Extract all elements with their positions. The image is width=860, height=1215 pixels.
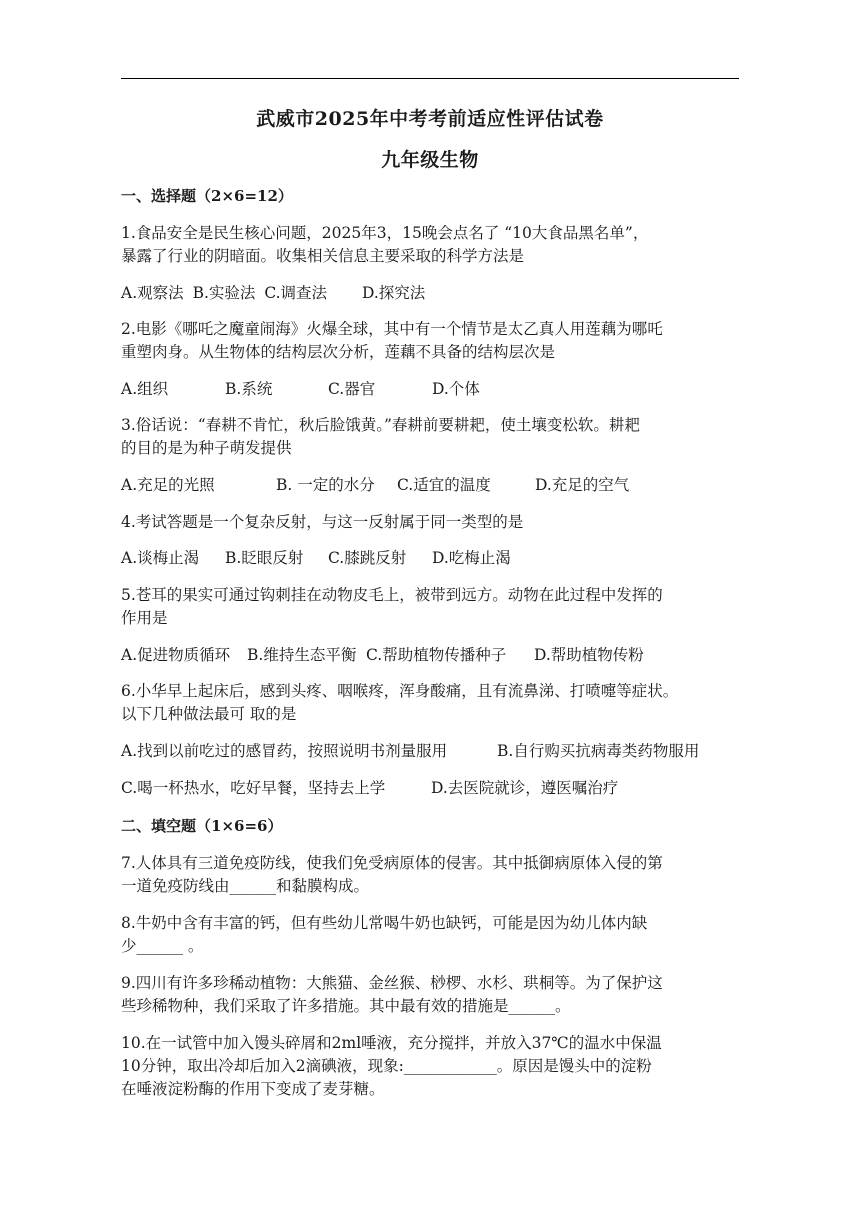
question-6-line-2: 以下几种做法最可 取的是 xyxy=(121,705,297,723)
question-8-line-2: 少______ 。 xyxy=(121,937,204,955)
option-d: D.个体 xyxy=(432,380,480,398)
option-a: A.观察法 xyxy=(121,284,184,302)
question-1-options xyxy=(121,282,741,304)
question-3-line-2: 的目的是为种子萌发提供 xyxy=(121,439,292,457)
option-c: C.适宜的温度 xyxy=(397,476,491,494)
exam-title: 武威市2025年中考考前适应性评估试卷 xyxy=(256,108,604,130)
question-5-line-2: 作用是 xyxy=(121,609,168,627)
question-10-line-3: 在唾液淀粉酶的作用下变成了麦芽糖。 xyxy=(121,1080,385,1098)
question-8-line-1: 8.牛奶中含有丰富的钙，但有些幼儿常喝牛奶也缺钙，可能是因为幼儿体内缺 xyxy=(121,914,648,932)
question-10-line-1: 10.在一试管中加入馒头碎屑和2ml唾液，充分搅拌，并放入37℃的温水中保温 xyxy=(121,1034,662,1052)
question-9-line-2: 些珍稀物种，我们采取了许多措施。其中最有效的措施是______。 xyxy=(121,997,571,1015)
question-6-line-1: 6.小华早上起床后，感到头疼、咽喉疼，浑身酸痛，且有流鼻涕、打喷嚏等症状。 xyxy=(121,682,679,700)
option-c: C.喝一杯热水，吃好早餐，坚持去上学 xyxy=(121,779,386,797)
option-c: C.膝跳反射 xyxy=(328,549,407,567)
option-a: A.组织 xyxy=(121,380,169,398)
option-b: B.系统 xyxy=(225,380,273,398)
question-9-line-1: 9.四川有许多珍稀动植物：大熊猫、金丝猴、桫椤、水杉、珙桐等。为了保护这 xyxy=(121,974,663,992)
option-c: C.调查法 xyxy=(264,284,328,302)
question-1-line-2: 暴露了行业的阴暗面。收集相关信息主要采取的科学方法是 xyxy=(121,247,525,265)
option-d: D.探究法 xyxy=(362,284,426,302)
section-heading-fill-in: 二、填空题（1×6=6） xyxy=(121,817,283,835)
question-5-line-1: 5.苍耳的果实可通过钩刺挂在动物皮毛上，被带到远方。动物在此过程中发挥的 xyxy=(121,586,663,604)
option-c: C.帮助植物传播种子 xyxy=(366,646,507,664)
question-3-line-1: 3.俗话说：“春耕不肯忙，秋后脸饿黄。”春耕前要耕耙，使土壤变松软。耕耙 xyxy=(121,416,640,434)
exam-subtitle: 九年级生物 xyxy=(381,149,479,171)
question-7-line-2: 一道免疫防线由______和黏膜构成。 xyxy=(121,877,370,895)
option-a: A.找到以前吃过的感冒药，按照说明书剂量服用 xyxy=(121,742,448,760)
question-4-line-1: 4.考试答题是一个复杂反射，与这一反射属于同一类型的是 xyxy=(121,513,524,531)
question-7-line-1: 7.人体具有三道免疫防线，使我们免受病原体的侵害。其中抵御病原体入侵的第 xyxy=(121,854,663,872)
option-b: B.维持生态平衡 xyxy=(247,646,357,664)
question-2-line-1: 2.电影《哪吒之魔童闹海》火爆全球，其中有一个情节是太乙真人用莲藕为哪吒 xyxy=(121,320,663,338)
option-b: B.自行购买抗病毒类药物服用 xyxy=(497,742,700,760)
option-b: B.实验法 xyxy=(192,284,256,302)
option-d: D.吃梅止渴 xyxy=(432,549,511,567)
option-d: D.帮助植物传粉 xyxy=(534,646,644,664)
question-1-line-1: 1.食品安全是民生核心问题，2025年3，15晚会点名了 “10大食品黑名单”， xyxy=(121,224,649,242)
section-heading-choice: 一、选择题（2×6=12） xyxy=(121,187,293,205)
option-b: B. 一定的水分 xyxy=(276,476,375,494)
option-a: A.充足的光照 xyxy=(121,476,215,494)
question-10-line-2: 10分钟，取出冷却后加入2滴碘液，现象:____________。原因是馒头中的淀粉 xyxy=(121,1057,652,1075)
option-a: A.谈梅止渴 xyxy=(121,549,200,567)
header-rule xyxy=(121,78,739,79)
option-d: D.去医院就诊，遵医嘱治疗 xyxy=(431,779,619,797)
option-c: C.器官 xyxy=(328,380,376,398)
option-d: D.充足的空气 xyxy=(535,476,630,494)
question-2-line-2: 重塑肉身。从生物体的结构层次分析，莲藕不具备的结构层次是 xyxy=(121,343,556,361)
option-b: B.眨眼反射 xyxy=(225,549,304,567)
option-a: A.促进物质循环 xyxy=(121,646,231,664)
